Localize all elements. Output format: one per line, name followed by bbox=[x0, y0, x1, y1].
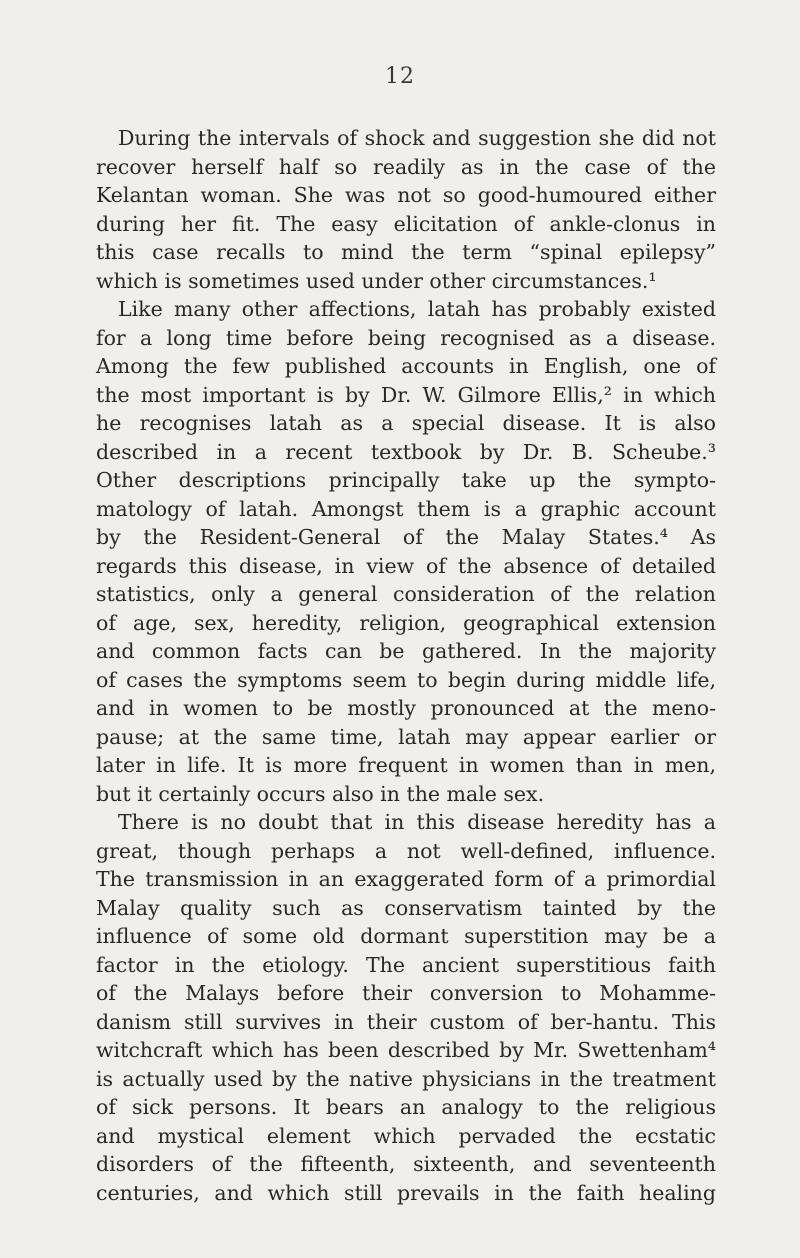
text-line: great, though perhaps a not well-defined, influence. bbox=[96, 838, 716, 863]
text-line: factor in the etiology. The ancient superstitious faith bbox=[96, 952, 716, 977]
text-line: During the intervals of shock and suggestion she did not bbox=[118, 126, 716, 150]
text-line: witchcraft which has been described by Mr. Swettenham⁴ bbox=[96, 1038, 716, 1062]
text-line: Malay quality such as conservatism tainted by the bbox=[96, 895, 716, 920]
text-line: Like many other affections, latah has probably existed bbox=[118, 297, 716, 321]
text-line: Kelantan woman. She was not so good-humoured either bbox=[96, 183, 716, 207]
text-line: of age, sex, heredity, religion, geographical extension bbox=[96, 610, 716, 635]
text-line: by the Resident-General of the Malay States.⁴ As bbox=[96, 525, 716, 549]
body-text bbox=[96, 124, 716, 1207]
text-line: influence of some old dormant superstition may be a bbox=[96, 924, 716, 948]
text-line: There is no doubt that in this disease heredity has a bbox=[118, 810, 716, 834]
text-line: but it certainly occurs also in the male sex. bbox=[96, 781, 545, 806]
text-line: this case recalls to mind the term “spinal epilepsy” bbox=[96, 240, 716, 264]
text-line: disorders of the fifteenth, sixteenth, and seventeenth bbox=[96, 1152, 716, 1176]
text-line: Other descriptions principally take up the sympto- bbox=[96, 468, 716, 492]
text-line: the most important is by Dr. W. Gilmore Ellis,² in which bbox=[96, 382, 716, 407]
text-line: of cases the symptoms seem to begin during middle life, bbox=[96, 667, 716, 692]
text-line: recover herself half so readily as in the case of the bbox=[96, 154, 716, 179]
text-line: described in a recent textbook by Dr. B. Scheube.³ bbox=[96, 439, 716, 464]
text-line: Among the few published accounts in English, one of bbox=[96, 354, 716, 378]
text-line: of sick persons. It bears an analogy to the religious bbox=[96, 1095, 716, 1119]
text-line: matology of latah. Amongst them is a graphic account bbox=[96, 496, 716, 521]
text-line: The transmission in an exaggerated form of a primordial bbox=[96, 867, 716, 891]
text-line: centuries, and which still prevails in the faith healing bbox=[96, 1180, 716, 1205]
text-line: regards this disease, in view of the absence of detailed bbox=[96, 553, 716, 578]
text-line: for a long time before being recognised as a disease. bbox=[96, 325, 716, 350]
text-line: which is sometimes used under other circumstances.¹ bbox=[96, 268, 657, 293]
text-line: of the Malays before their conversion to Mohamme- bbox=[96, 981, 716, 1005]
text-line: is actually used by the native physicians in the treatment bbox=[96, 1066, 716, 1091]
text-line: he recognises latah as a special disease. It is also bbox=[96, 411, 716, 435]
text-line: danism still survives in their custom of ber-hantu. This bbox=[96, 1009, 716, 1034]
text-line: and mystical element which pervaded the ecstatic bbox=[96, 1123, 716, 1148]
page-number: 12 bbox=[385, 64, 415, 89]
text-line: pause; at the same time, latah may appear earlier or bbox=[96, 724, 716, 749]
text-line: later in life. It is more frequent in women than in men, bbox=[96, 753, 716, 777]
text-line: and in women to be mostly pronounced at the meno- bbox=[96, 696, 716, 720]
text-line: statistics, only a general consideration of the relation bbox=[96, 582, 716, 606]
text-line: and common facts can be gathered. In the majority bbox=[96, 639, 716, 663]
text-line: during her fit. The easy elicitation of ankle-clonus in bbox=[96, 211, 716, 236]
